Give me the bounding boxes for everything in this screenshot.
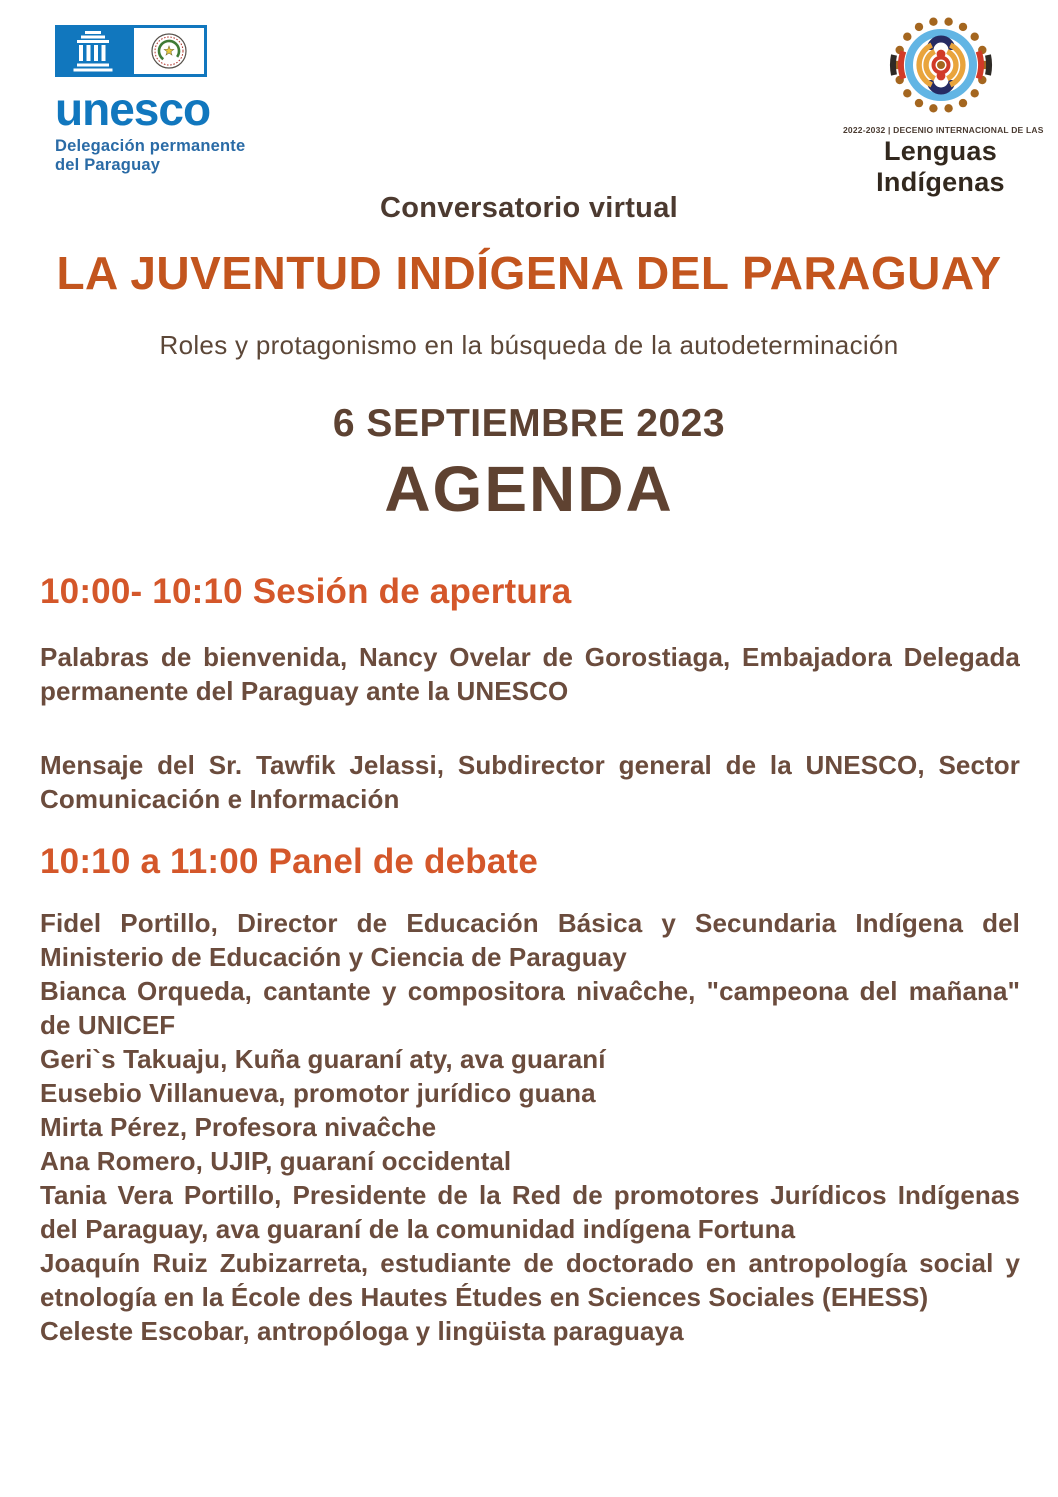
event-date: 6 SEPTIEMBRE 2023 [332, 402, 726, 445]
panel-speaker: Eusebio Villanueva, promotor jurídico guana [40, 1078, 596, 1108]
panel-speaker: Bianca Orqueda, cantante y compositora nivaĉche, "campeona del mañana" de UNICEF [40, 976, 1020, 1040]
panel-speaker: Geri`s Takuaju, Kuña guaraní aty, ava guaraní [40, 1044, 606, 1074]
session-opening-heading: 10:00- 10:10 Sesión de apertura [40, 572, 572, 611]
panel-speaker: Tania Vera Portillo, Presidente de la Red de promotores Jurídicos Indígenas del Paraguay, ava guaraní de la comunidad indígena Fortuna [40, 1180, 1020, 1244]
panel-speaker: Joaquín Ruiz Zubizarreta, estudiante de doctorado en antropología social y etnología en la École des Hautes Études en Sciences Sociales (EHESS) [40, 1248, 1020, 1312]
panel-debate-heading: 10:10 a 11:00 Panel de debate [40, 842, 539, 881]
decade-kicker: 2022-2032 | DECENIO INTERNACIONAL DE LAS [843, 125, 1044, 135]
paraguay-coat-of-arms-icon [152, 34, 186, 68]
event-subtitle: Roles y protagonismo en la búsqueda de la autodeterminación [159, 330, 899, 360]
panel-speaker: Ana Romero, UJIP, guaraní occidental [40, 1146, 512, 1176]
unesco-wordmark: unesco [55, 83, 211, 135]
unesco-delegation [55, 137, 355, 175]
event-title: LA JUVENTUD INDÍGENA DEL PARAGUAY [56, 247, 1002, 299]
agenda-heading: AGENDA [384, 453, 674, 525]
agenda-item: Palabras de bienvenida, Nancy Ovelar de Gorostiaga, Embajadora Delegada permanente del Paraguay ante la UNESCO [40, 642, 1020, 706]
unesco-delegation-line2: del Paraguay [55, 156, 161, 174]
event-kicker: Conversatorio virtual [380, 192, 678, 224]
panel-speaker: Mirta Pérez, Profesora nivaĉche [40, 1112, 437, 1142]
indigenous-languages-decade-icon [861, 8, 1021, 122]
unesco-paraguay-logo-icon [55, 25, 207, 77]
panel-speaker: Celeste Escobar, antropóloga y lingüista paraguaya [40, 1316, 684, 1346]
panel-speaker-list [40, 906, 1020, 1348]
agenda-item: Mensaje del Sr. Tawfik Jelassi, Subdirector general de la UNESCO, Sector Comunicación e Información [40, 750, 1020, 814]
unesco-logo-block [55, 25, 355, 175]
decade-logo-block [843, 8, 1044, 198]
panel-speaker: Fidel Portillo, Director de Educación Básica y Secundaria Indígena del Ministerio de Educación y Ciencia de Paraguay [40, 908, 1020, 972]
unesco-delegation-line1: Delegación permanente [55, 137, 246, 155]
decade-title: Lenguas Indígenas [876, 136, 1005, 197]
